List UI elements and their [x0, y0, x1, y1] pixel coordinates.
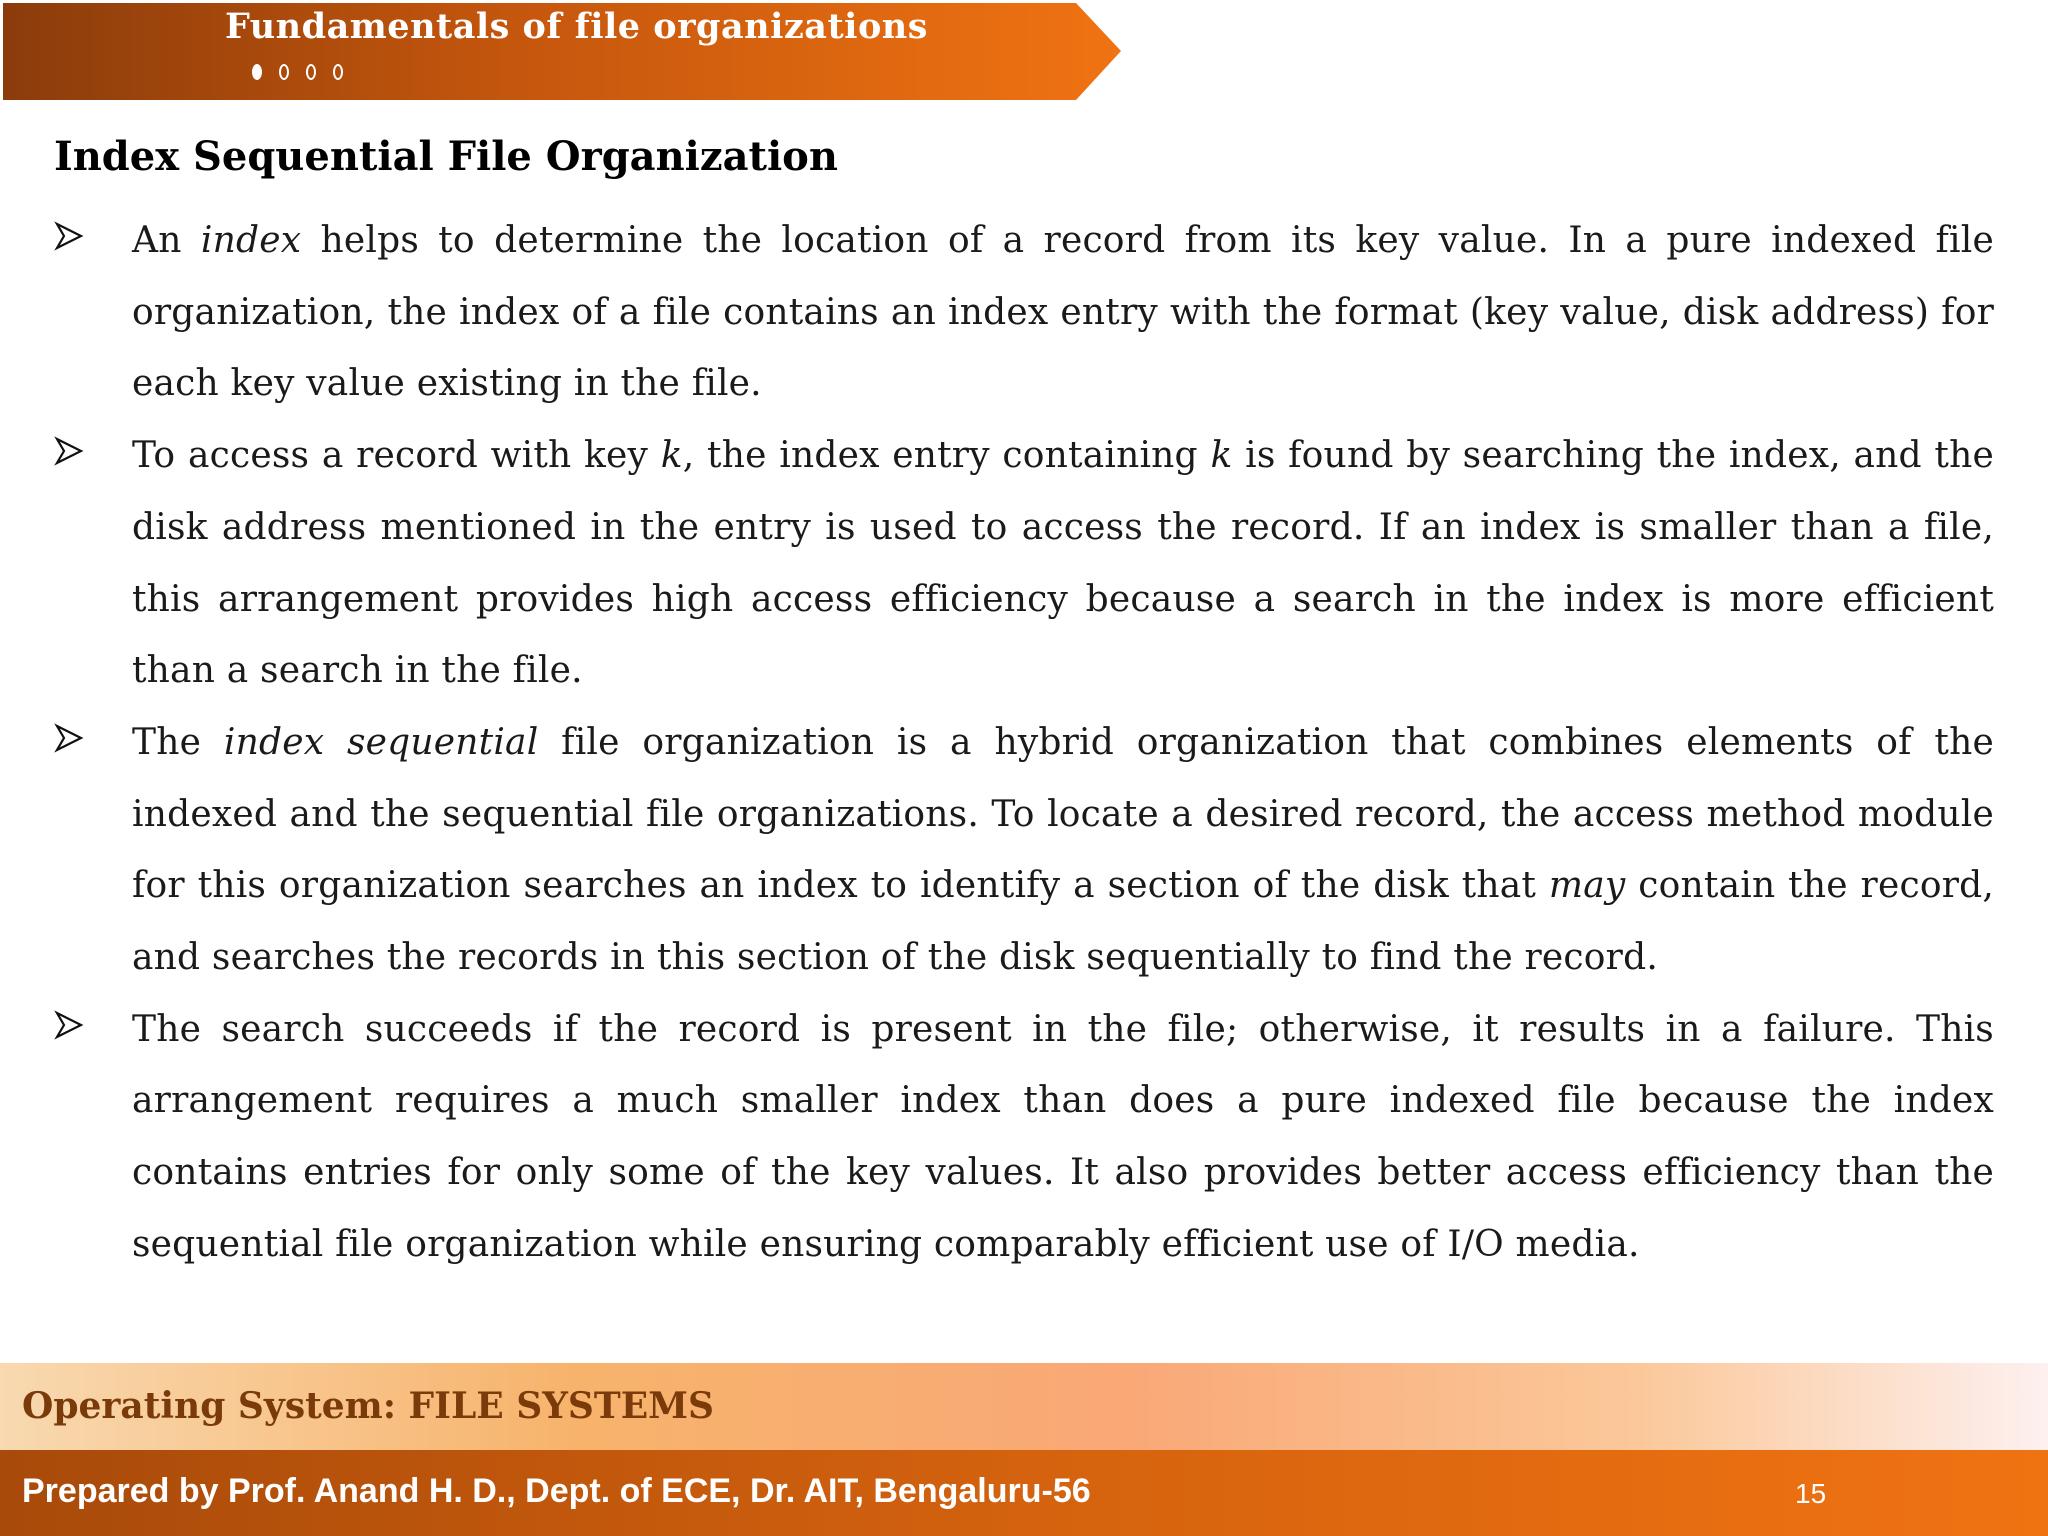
bullet-text [132, 420, 1994, 707]
page-number: 15 [1795, 1478, 1827, 1509]
bullet-item [54, 707, 1994, 994]
arrowhead-bullet-icon [54, 436, 84, 466]
section-heading: Index Sequential File Organization [54, 133, 838, 180]
progress-dot [306, 64, 316, 80]
emphasized-term: k [660, 435, 683, 477]
bullet-text [132, 994, 1994, 1281]
text-run: contain the record, and searches the records in this section of the disk sequentially to find the record. [132, 865, 1995, 979]
footer-author: Prepared by Prof. Anand H. D., Dept. of ECE, Dr. AIT, Bengaluru-56 [22, 1472, 1091, 1510]
bullet-item [54, 420, 1994, 707]
progress-dot [279, 64, 289, 80]
bullet-text [132, 707, 1994, 994]
bullet-item [54, 205, 1994, 420]
arrowhead-bullet-icon [54, 1010, 84, 1040]
progress-dots [252, 64, 343, 80]
text-run: To access a record with key [132, 435, 661, 477]
bullet-item [54, 994, 1994, 1281]
text-run: An [132, 220, 201, 261]
emphasized-term: may [1548, 865, 1626, 907]
text-run: helps to determine the location of a record from its key value. In a pure indexed file organization, the index of a file contains an index entry with the format (key value, disk address) for each key value existing in the file. [132, 220, 1994, 405]
text-run: , the index entry containing [682, 435, 1211, 477]
text-run: The [132, 721, 224, 763]
arrowhead-bullet-icon [54, 221, 84, 251]
emphasized-term: k [1210, 435, 1233, 477]
bullet-list [54, 205, 1994, 1281]
bullet-text [132, 205, 1994, 420]
progress-dot [333, 64, 343, 80]
arrowhead-bullet-icon [54, 723, 84, 753]
emphasized-term: index sequential [223, 721, 539, 763]
progress-dot [252, 64, 262, 80]
text-run: file organization is a hybrid organization that combines elements of the indexed and the sequential file organizations. To locate a desired record, the access method module for this organization searches an index to identify a section of the disk that [132, 721, 1994, 907]
text-run: is found by searching the index, and the disk address mentioned in the entry is used to access the record. If an index is smaller than a file, this arrangement provides high access efficiency because a search in the index is more efficient than a search in the file. [132, 435, 1994, 692]
emphasized-term: index [200, 220, 302, 261]
slide-header-title: Fundamentals of file organizations [225, 6, 928, 47]
footer-course-title: Operating System: FILE SYSTEMS [22, 1385, 714, 1427]
text-run: The search succeeds if the record is present in the file; otherwise, it results in a failure. This arrangement requires a much smaller index than does a pure indexed file because the index contains entries for only some of the key values. It also provides better access efficiency than the sequential file organization while ensuring comparably efficient use of I/O media. [132, 1008, 1994, 1265]
